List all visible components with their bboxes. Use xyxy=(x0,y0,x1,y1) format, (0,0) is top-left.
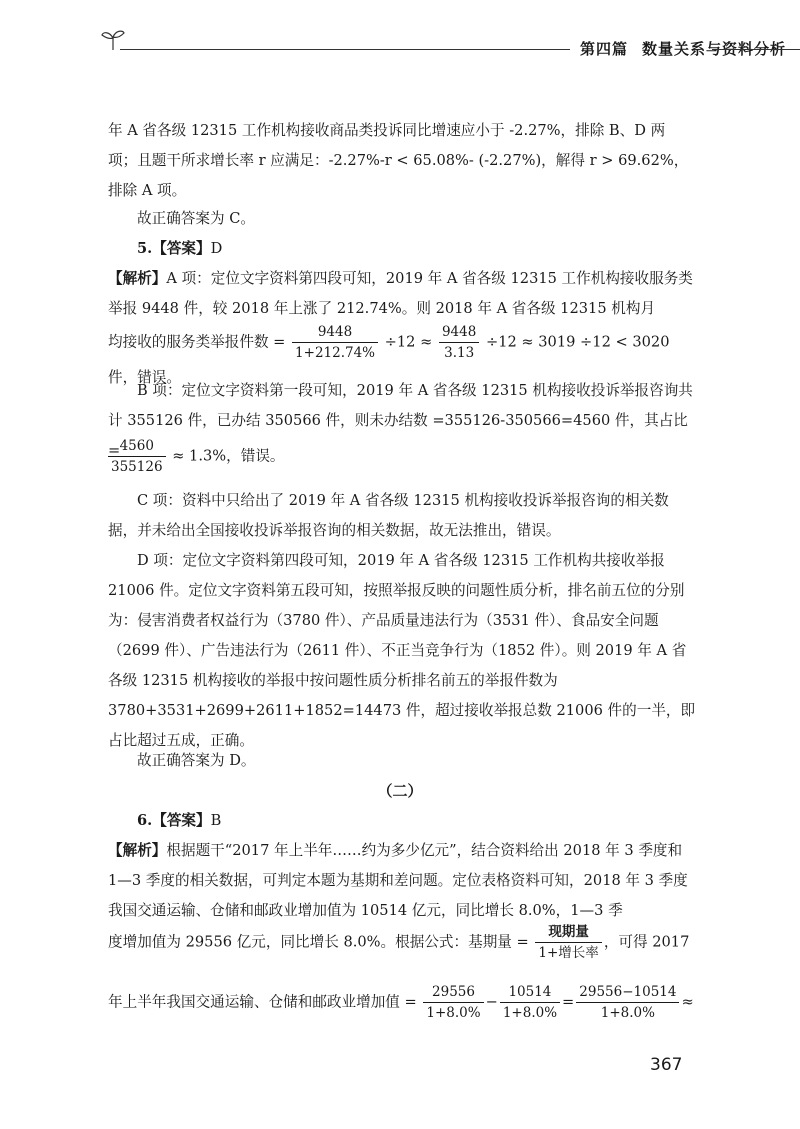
fraction-numerator: 现期量 xyxy=(535,922,601,943)
fraction-numerator: 29556−10514 xyxy=(576,982,679,1003)
fraction-numerator: 4560 xyxy=(108,436,166,457)
fraction xyxy=(576,982,679,1023)
fraction-denominator: 3.13 xyxy=(444,345,475,361)
fraction-denominator: 1+8.0% xyxy=(600,1005,655,1021)
q6-text2-post: ，可得 2017 xyxy=(603,933,690,951)
fraction xyxy=(535,922,601,963)
q5-answer xyxy=(108,234,696,264)
q5-b-text: B 项：定位文字资料第一段可知，2019 年 A 省各级 12315 机构接收投诉举报咨询共计 355126 件，已办结 350566 件，则未办结数 =355126-350566=4560 件，其占比 = xyxy=(108,382,693,459)
p1-line1: 年 A 省各级 12315 工作机构接收商品类投诉同比增速应小于 -2.27%，排除 B、D 两 xyxy=(108,122,666,139)
fraction-numerator: 29556 xyxy=(423,982,483,1003)
header-part: 第四篇 xyxy=(580,40,629,58)
p1-line2: 项；且题干所求增长率 r 应满足：-2.27%-r < 65.08%- (-2.27%)，解得 r > 69.62%， xyxy=(108,152,689,169)
fraction-denominator: 1+212.74% xyxy=(295,345,376,361)
q5-a-text2: 均接收的服务类举报件数 = xyxy=(108,333,286,351)
q6-answer xyxy=(108,806,696,836)
fraction-denominator: 355126 xyxy=(111,459,163,475)
q6-text1: 根据题干“2017 年上半年……约为多少亿元”，结合资料给出 2018 年 3 季度和 1—3 季度的相关数据，可判定本题为基期和差问题。定位表格资料可知，2018 年 3 季度我国交通运输、仓储和邮政业增加值为 10514 亿元，同比增长 8.0%，1—3 季 xyxy=(108,842,688,919)
q6-answer-value: B xyxy=(210,812,222,829)
q6-answer-label: 6.【答案】 xyxy=(137,812,211,829)
formula-operator: − xyxy=(485,993,498,1011)
fraction-denominator: 1+8.0% xyxy=(426,1005,481,1021)
continuation-paragraph xyxy=(108,116,696,206)
p1-line3: 排除 A 项。 xyxy=(108,182,187,199)
q5-answer-value: D xyxy=(210,240,223,257)
page-header xyxy=(100,28,800,68)
conclusion-c: 故正确答案为 C。 xyxy=(137,210,255,227)
header-rule-left xyxy=(120,49,570,50)
formula-operator: ÷12 ≈ xyxy=(384,333,433,351)
section-title: （二） xyxy=(377,782,423,800)
fraction-numerator: 9448 xyxy=(439,322,479,343)
fraction-numerator: 10514 xyxy=(500,982,560,1003)
q6-text3: 年上半年我国交通运输、仓储和邮政业增加值 = xyxy=(108,993,417,1011)
header-chapter-title: 数量关系与资料分析 xyxy=(642,40,787,58)
page-number: 367 xyxy=(650,1055,683,1075)
formula-operator: ≈ xyxy=(681,993,694,1011)
q5-option-d: D 项：定位文字资料第四段可知，2019 年 A 省各级 12315 工作机构共接收举报 21006 件。定位文字资料第五段可知，按照举报反映的问题性质分析，排名前五位的分别为：侵害消费者权益行为（3780 件）、产品质量违法行为（3531 件）、食品安全问题（2699 件）、广告违法行为（2611 件）、不正当竞争行为（1852 件）。则 2019 年 A 省各级 12315 机构接收的举报中按问题性质分析排名前五的举报件数为 3780+3531+2699+2611+1852=14473 件，超过接收举报总数 21006 件的一半，即占比超过五成，正确。 xyxy=(108,552,696,749)
fraction xyxy=(292,322,378,363)
fraction-denominator: 1+8.0% xyxy=(502,1005,558,1021)
fraction xyxy=(439,322,479,363)
fraction-numerator: 9448 xyxy=(292,322,378,343)
q6-calc-line xyxy=(108,982,708,1023)
q5-answer-label: 5.【答案】 xyxy=(137,240,211,257)
q6-formula-line xyxy=(108,922,696,963)
fraction-denominator: 1+增长率 xyxy=(538,945,599,961)
q5-a-text1: A 项：定位文字资料第四段可知，2019 年 A 省各级 12315 工作机构接收服务类举报 9448 件，较 2018 年上涨了 212.74%。则 2018 年 A 省各级 12315 机构月 xyxy=(108,270,693,317)
header-rule-right xyxy=(712,49,800,50)
q5-analysis-tag: 【解析】 xyxy=(108,270,167,287)
q6-text2: 度增加值为 29556 亿元，同比增长 8.0%。根据公式：基期量 = xyxy=(108,933,529,951)
fraction xyxy=(423,982,483,1023)
q5-option-c: C 项：资料中只给出了 2019 年 A 省各级 12315 机构接收投诉举报咨询的相关数据，并未给出全国接收投诉举报咨询的相关数据，故无法推出，错误。 xyxy=(108,492,669,539)
formula-result: ≈ 1.3%，错误。 xyxy=(172,447,285,465)
q6-analysis-tag: 【解析】 xyxy=(108,842,167,859)
formula-operator: = xyxy=(562,993,575,1011)
fraction xyxy=(500,982,560,1023)
q5-option-b-formula xyxy=(108,436,696,477)
q5-option-a xyxy=(108,264,696,324)
fraction xyxy=(108,436,166,477)
formula-result: ÷12 ≈ 3019 ÷12 < 3020件，错误。 xyxy=(108,333,670,386)
conclusion-d: 故正确答案为 D。 xyxy=(137,752,256,769)
q6-analysis xyxy=(108,836,696,926)
